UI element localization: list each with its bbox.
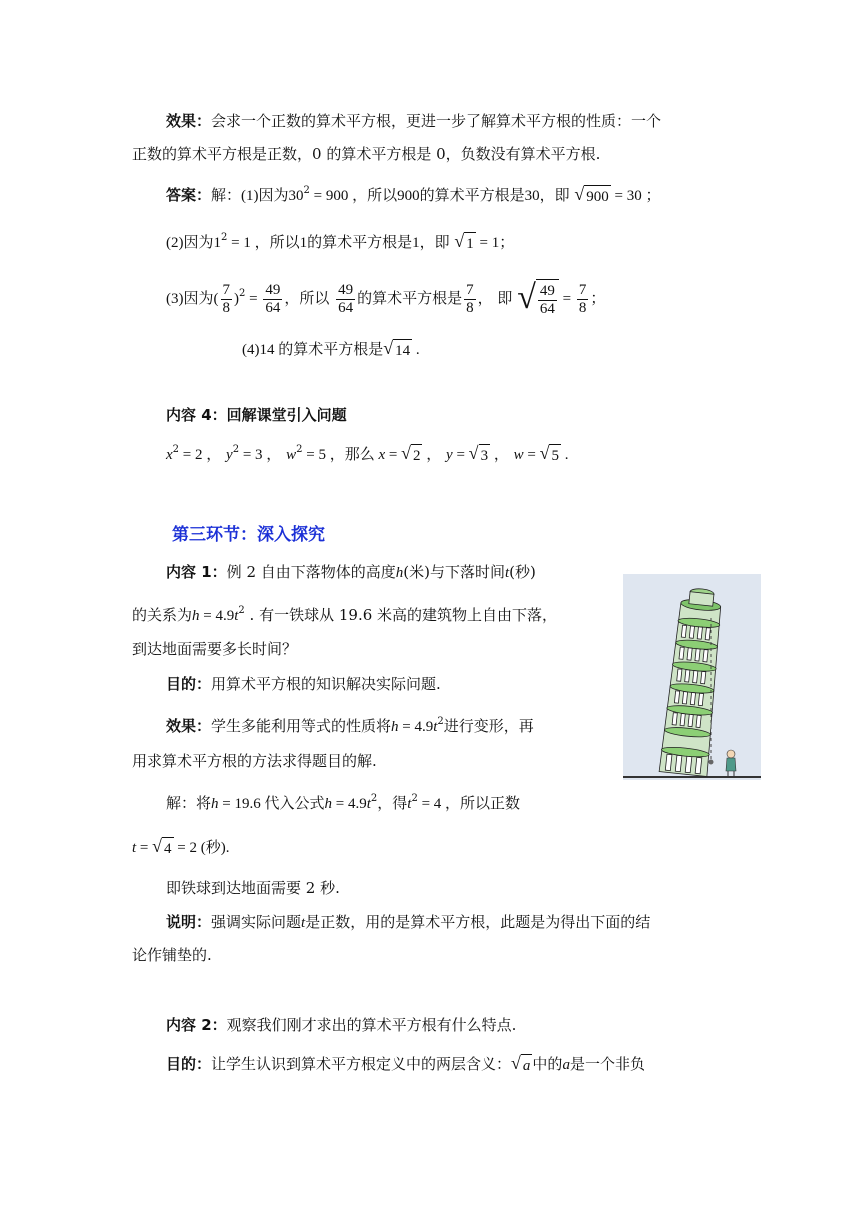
example-line-3: 到达地面需要多长时间？ xyxy=(132,640,298,658)
sqrt-1: √ 1 xyxy=(454,232,475,255)
goal-2-line: 目的：让学生认识到算术平方根定义中的两层含义： √ a 中的a是一个非负 xyxy=(166,1053,645,1077)
goal-1: 目的：用算术平方根的知识解决实际问题. xyxy=(166,675,441,693)
sqrt-49-64: √ $\frac{49}{64}$ xyxy=(517,279,559,320)
effect2-line-2: 用求算术平方根的方法求得题目的解. xyxy=(132,752,377,770)
effect-line-2: 正数的算术平方根是正数，0 的算术平方根是 0，负数没有算术平方根. xyxy=(132,145,601,163)
sqrt-4: √ 4 xyxy=(152,837,173,860)
note-line-2: 论作铺垫的. xyxy=(132,946,212,964)
answer-label: 答案： xyxy=(166,186,212,204)
sqrt-900: √ 900 xyxy=(574,185,610,208)
solution-line-3: 即铁球到达地面需要 2 秒. xyxy=(166,879,340,897)
example-line-1: 内容 1：例 2 自由下落物体的高度h(米)与下落时间t(秒) xyxy=(166,563,536,581)
sqrt-14: √ 14 xyxy=(383,339,412,362)
solution-line-1: 解：将h = 19.6 代入公式$h = 4.9t^2$，得$t^2 = 4$ ，所以正数 xyxy=(166,793,521,812)
fraction-7-8-c: $\frac{7}{8}$ xyxy=(578,281,587,316)
answer-line-3: (3)因为( $\frac{7}{8}$ )$^2$ = $\frac{49}{64}$ ，所以 $\frac{49}{64}$ 的算术平方根是 $\frac{7}{8}$ ， 即 √ $\frac{49}{64}$ = $\frac{7}{8}$ ； xyxy=(166,278,605,320)
leaning-tower-illustration xyxy=(623,574,761,780)
solution-line-2: t = √ 4 = 2 (秒). xyxy=(132,836,229,860)
answer-line-2: (2)因为$1^2 = 1$ ，所以1的算术平方根是1，即 √ 1 = 1； xyxy=(166,231,514,255)
example-line-2: 的关系为$h = 4.9t^2$ . 有一铁球从 19.6 米高的建筑物上自由下落， xyxy=(132,605,558,624)
effect-label: 效果： xyxy=(166,112,212,130)
fraction-7-8: $\frac{7}{8}$ xyxy=(222,281,230,316)
sqrt-a: √ a xyxy=(511,1054,532,1077)
content-4-heading: 内容 4：回解课堂引入问题 xyxy=(166,406,347,424)
answer-line-4: (4)14 的算术平方根是 √ 14 . xyxy=(242,338,420,362)
fraction-49-64: $\frac{49}{64}$ xyxy=(265,281,281,316)
sqrt-3: √ 3 xyxy=(469,444,490,467)
sqrt-5: √ 5 xyxy=(540,444,561,467)
effect-text-1: 会求一个正数的算术平方根，更进一步了解算术平方根的性质：一个 xyxy=(211,112,662,130)
effect-line-1 xyxy=(166,110,661,132)
fraction-49-64-b: $\frac{49}{64}$ xyxy=(338,281,354,316)
answer-line-1: 答案：解：(1)因为$30^2 = 900$ ，所以900的算术平方根是30，即 √ 900 = 30 ； xyxy=(166,184,661,208)
fraction-7-8-b: $\frac{7}{8}$ xyxy=(466,281,474,316)
content-2-line: 内容 2：观察我们刚才求出的算术平方根有什么特点. xyxy=(166,1016,517,1034)
sqrt-2: √ 2 xyxy=(401,444,422,467)
content-4-equations: $x^2 = 2$ ， $y^2 = 3$ ， $w^2 = 5$ ，那么 x = √ 2 ， y = √ 3 ， w = √ 5 . xyxy=(166,443,568,467)
note-line-1: 说明：强调实际问题t是正数，用的是算术平方根，此题是为得出下面的结 xyxy=(166,913,651,931)
section-title: 第三环节：深入探究 xyxy=(172,525,325,545)
effect2-line-1: 效果：学生多能利用等式的性质将$h = 4.9t^2$进行变形，再 xyxy=(166,716,534,735)
